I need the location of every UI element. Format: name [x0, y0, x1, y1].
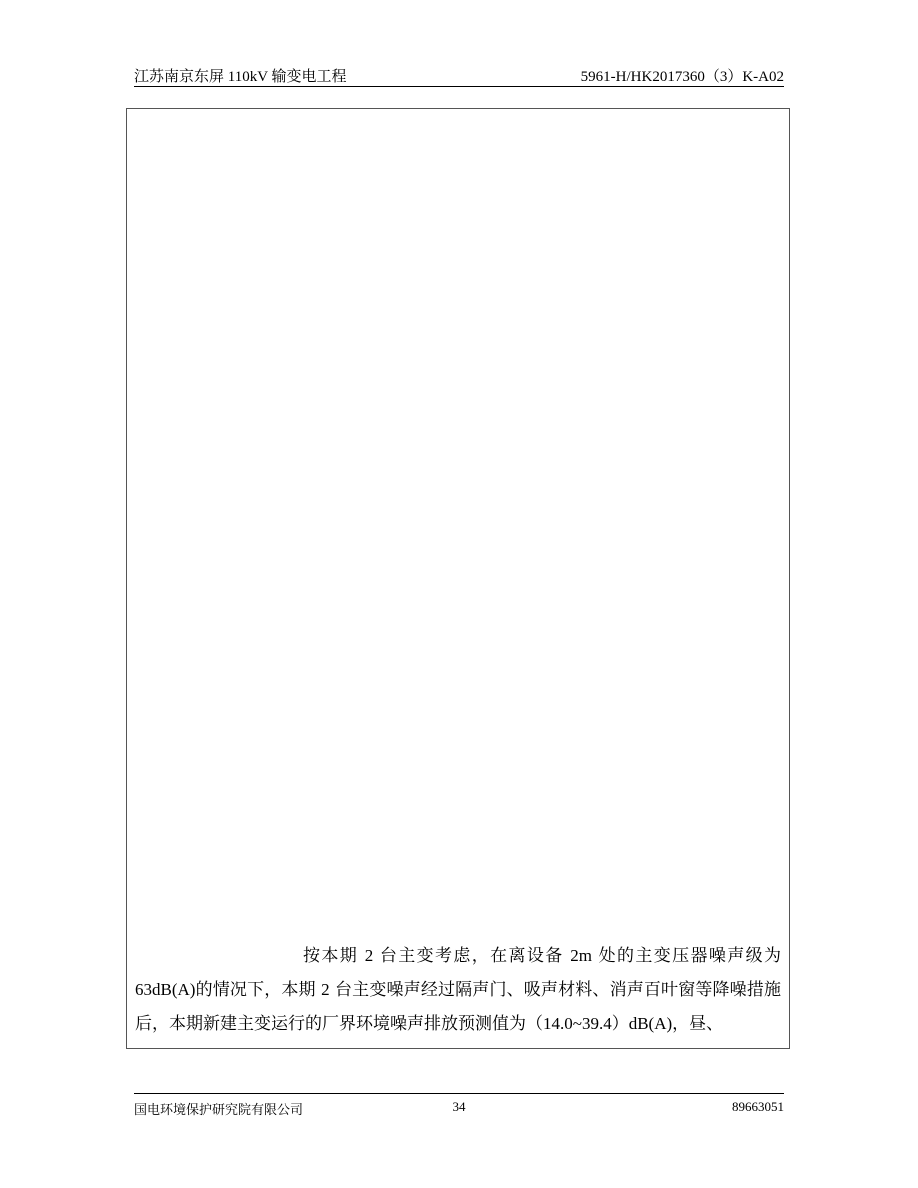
phone-number: 89663051: [732, 1099, 784, 1114]
body-paragraph: 按本期 2 台主变考虑，在离设备 2m 处的主变压器噪声级为 63dB(A)的情况下，本期 2 台主变噪声经过隔声门、吸声材料、消声百叶窗等降噪措施后，本期新建主变运行的厂界环境噪声排放预测值为（14.0~39.4）dB(A)，昼、: [135, 946, 781, 1033]
organization-name: 国电环境保护研究院有限公司: [134, 1102, 304, 1117]
page-header: [134, 62, 784, 87]
project-title: 江苏南京东屏 110kV 输变电工程: [134, 69, 347, 85]
page-footer: [134, 1093, 784, 1116]
document-code: 5961-H/HK2017360（3）K-A02: [580, 69, 784, 85]
page-number: 34: [452, 1099, 466, 1114]
content-frame: [126, 108, 790, 1049]
